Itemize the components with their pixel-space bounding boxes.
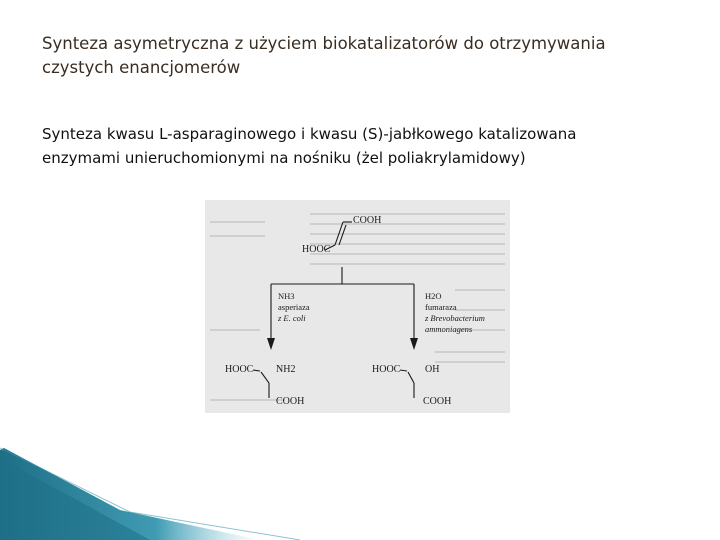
fumarase-enzyme-label: fumaraza <box>425 302 457 312</box>
fumaric-acid-cooh-label: COOH <box>353 215 382 226</box>
aspartic-acid-cooh-label: COOH <box>276 396 305 407</box>
body-line-1: Synteza kwasu L-asparaginowego i kwasu (S)-jabłkowego katalizowana <box>42 125 577 143</box>
ammonia-reagent-label: NH3 <box>278 291 295 301</box>
fumaric-acid-hooc-label: HOOC <box>302 244 331 255</box>
slide-title <box>42 32 692 80</box>
aspartic-acid-nh2-label: NH2 <box>276 364 296 375</box>
malic-acid-hooc-label: HOOC <box>372 364 401 375</box>
slide-title-line-2: czystych enancjomerów <box>42 58 241 77</box>
aspartase-enzyme-label: asperiaza <box>278 302 310 312</box>
scheme-bonds-and-arrows <box>205 200 510 413</box>
body-line-2: enzymami unieruchomionymi na nośniku (żel poliakrylamidowy) <box>42 149 526 167</box>
reaction-scheme-image <box>205 200 510 413</box>
malic-acid-cooh-label: COOH <box>423 396 452 407</box>
malic-acid-oh-label: OH <box>425 364 440 375</box>
slide-title-line-1: Synteza asymetryczna z użyciem biokatalizatorów do otrzymywania <box>42 34 606 53</box>
water-reagent-label: H2O <box>425 291 442 301</box>
ammoniagenes-source-label: ammoniagens <box>425 324 473 334</box>
brevibacterium-source-label: z Brevobacterium <box>425 313 485 323</box>
slide-body-text <box>42 122 682 170</box>
corner-swoosh-decoration <box>0 440 720 540</box>
aspartic-acid-hooc-label: HOOC <box>225 364 254 375</box>
e-coli-source-label: z E. coli <box>278 313 306 323</box>
